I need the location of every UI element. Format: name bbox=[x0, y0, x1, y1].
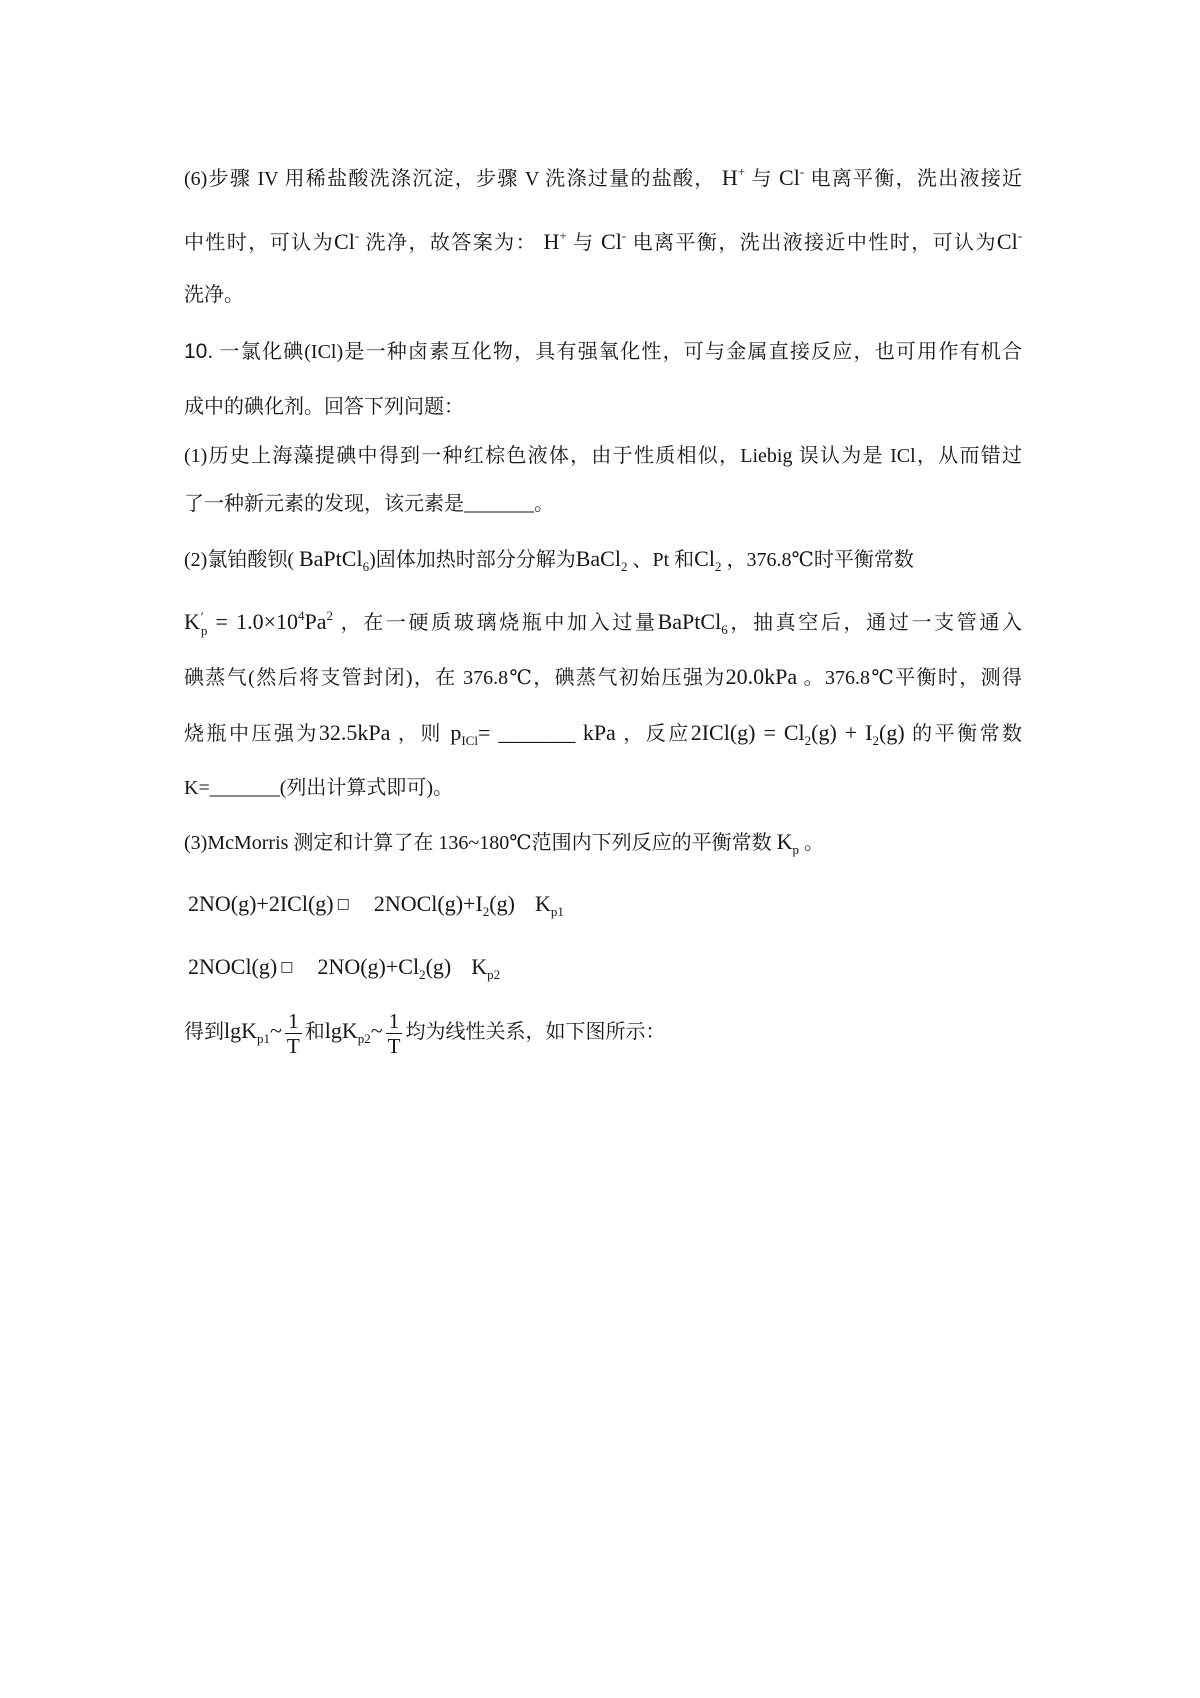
constant-symbol: K bbox=[776, 829, 793, 854]
chloride-ion bbox=[601, 229, 626, 254]
text-segment: ，在一硬质玻璃烧瓶中加入过量 bbox=[340, 612, 658, 634]
unit-text: Pa bbox=[304, 609, 327, 634]
subscript: p1 bbox=[550, 904, 564, 919]
text-segment: 与 bbox=[573, 232, 595, 254]
answer-part6-line-2 bbox=[184, 222, 1022, 262]
subscript: p1 bbox=[257, 1031, 270, 1046]
formula-text: 2ICl(g) = Cl bbox=[690, 720, 805, 745]
question-10-stem-line-1 bbox=[184, 332, 1022, 372]
subscript: ICl bbox=[461, 733, 478, 748]
log-constant-expression bbox=[224, 1018, 270, 1046]
answer-part6-line-1 bbox=[184, 158, 1022, 198]
subscript: 2 bbox=[804, 733, 812, 748]
element-symbol: Cl bbox=[996, 229, 1018, 254]
question-10-part1-line-1 bbox=[184, 436, 1022, 476]
formula-text: BaPtCl bbox=[298, 546, 363, 571]
text-segment: ，376.8℃时平衡常数 bbox=[726, 549, 914, 571]
fraction bbox=[285, 1009, 302, 1058]
question-10-part2-line-4 bbox=[184, 713, 1022, 753]
question-number: 10. bbox=[184, 340, 214, 363]
reaction-equation bbox=[690, 720, 905, 748]
answer-blank: = _______ bbox=[477, 720, 576, 745]
text-segment: (3)McMorris 测定和计算了在 136~180℃范围内下列反应的平衡常数 bbox=[184, 832, 772, 854]
subscript: p bbox=[792, 842, 800, 857]
text-segment: 了一种新元素的发现，该元素是_______。 bbox=[184, 493, 554, 515]
subscript: 6 bbox=[721, 622, 728, 637]
fraction bbox=[386, 1009, 403, 1058]
text-segment: 洗净，故答案为： bbox=[365, 232, 538, 254]
charge-superscript: + bbox=[737, 164, 746, 179]
products bbox=[317, 954, 452, 982]
equilibrium-constant-symbol bbox=[534, 891, 564, 919]
text-segment: 得到 bbox=[184, 1021, 224, 1043]
text-segment: K=_______(列出计算式即可)。 bbox=[184, 777, 454, 799]
value-text: = 1.0×10 bbox=[215, 609, 298, 634]
text-segment: (2)氯铂酸钡( bbox=[184, 549, 294, 571]
chemical-formula bbox=[298, 546, 370, 574]
reaction-2 bbox=[188, 947, 1026, 987]
text-segment: 碘蒸气(然后将支管封闭)，在 376.8℃，碘蒸气初始压强为 bbox=[184, 667, 726, 689]
text-segment: (6)步骤 IV 用稀盐酸洗涤沉淀，步骤 V 洗涤过量的盐酸， bbox=[184, 168, 716, 190]
fraction-numerator: 1 bbox=[388, 1008, 400, 1033]
chemical-formula bbox=[694, 546, 722, 574]
text-segment: ，抽真空后，通过一支管通入 bbox=[727, 612, 1022, 634]
formula-text: (g) bbox=[425, 954, 452, 979]
subscript: 2 bbox=[714, 559, 722, 574]
partial-pressure-symbol bbox=[450, 720, 478, 748]
text-segment: (1)历史上海藻提碘中得到一种红棕色液体，由于性质相似，Liebig 误认为是 ICl，从而错过 bbox=[184, 445, 1022, 467]
question-10-stem-line-2 bbox=[184, 387, 1022, 427]
fraction-denominator: T bbox=[286, 1033, 300, 1058]
text-segment: 的平衡常数 bbox=[912, 723, 1022, 745]
element-symbol: H bbox=[543, 229, 560, 254]
formula-text: BaCl bbox=[575, 546, 621, 571]
text-segment: ，则 bbox=[397, 723, 443, 745]
text-segment: 烧瓶中压强为 bbox=[184, 723, 319, 745]
chloride-ion bbox=[779, 165, 804, 190]
formula-text: 2NOCl(g)+I bbox=[373, 891, 483, 916]
question-10-part2-line-5 bbox=[184, 768, 1022, 808]
reactants: 2NOCl(g) bbox=[188, 954, 278, 979]
equilibrium-symbol: □ bbox=[336, 896, 350, 912]
reaction-1 bbox=[188, 884, 1026, 924]
products bbox=[373, 891, 515, 919]
constant-symbol: K bbox=[534, 891, 551, 916]
text-segment: 。 bbox=[804, 832, 825, 854]
text-segment: 、Pt 和 bbox=[632, 549, 695, 571]
text-segment: 中性时，可认为 bbox=[184, 232, 335, 254]
formula-text: Cl bbox=[694, 546, 715, 571]
text-segment: 成中的碘化剂。回答下列问题： bbox=[184, 396, 464, 418]
fraction-denominator: T bbox=[387, 1033, 401, 1058]
chloride-ion bbox=[997, 229, 1022, 254]
log-constant-expression bbox=[324, 1018, 371, 1046]
constant-symbol: K bbox=[184, 609, 200, 634]
text-segment: 一氯化碘(ICl)是一种卤素互化物，具有强氧化性，可与金属直接反应，也可用作有机合 bbox=[219, 341, 1022, 363]
hydrogen-ion bbox=[722, 165, 745, 190]
formula-text: BaPtCl bbox=[657, 609, 722, 634]
fraction-numerator: 1 bbox=[288, 1008, 299, 1033]
element-symbol: Cl bbox=[334, 229, 355, 254]
text-segment: 洗净。 bbox=[184, 284, 244, 306]
charge-superscript: - bbox=[621, 228, 627, 243]
exponent: 4 bbox=[298, 608, 305, 623]
text-segment: )固体加热时部分分解为 bbox=[369, 549, 576, 571]
element-symbol: H bbox=[721, 165, 738, 190]
charge-superscript: - bbox=[1017, 228, 1022, 243]
formula-text: lgK bbox=[224, 1018, 257, 1043]
pressure-value: 32.5kPa bbox=[318, 720, 391, 745]
text-segment: 电离平衡，洗出液接近 bbox=[810, 168, 1022, 190]
question-10-part2-line-1 bbox=[184, 539, 1022, 579]
equilibrium-constant-symbol bbox=[471, 954, 501, 982]
question-10-part3-line-1 bbox=[184, 822, 1022, 862]
equilibrium-symbol: □ bbox=[280, 959, 294, 975]
subscript: 2 bbox=[419, 967, 426, 982]
subscript: p bbox=[200, 623, 208, 638]
reactants: 2NO(g)+2ICl(g) bbox=[188, 891, 334, 916]
prime-mark: ′ bbox=[200, 609, 204, 624]
element-symbol: Cl bbox=[779, 165, 800, 190]
charge-superscript: + bbox=[559, 228, 567, 243]
exponent: 2 bbox=[326, 608, 333, 623]
chemical-formula bbox=[657, 609, 728, 637]
text-segment: ，反应 bbox=[623, 723, 691, 745]
hydrogen-ion bbox=[543, 229, 566, 254]
text-segment: 电离平衡，洗出液接近中性时，可认为 bbox=[632, 232, 997, 254]
tilde-symbol: ~ bbox=[270, 1018, 282, 1043]
formula-text: (g) + I bbox=[811, 720, 873, 745]
subscript: 2 bbox=[872, 733, 879, 748]
unit-text: kPa bbox=[582, 720, 616, 745]
formula-text: 2NO(g)+Cl bbox=[317, 954, 420, 979]
prime-and-subscript bbox=[201, 610, 208, 638]
tilde-symbol: ~ bbox=[370, 1018, 383, 1043]
text-segment: 均为线性关系，如下图所示： bbox=[405, 1021, 666, 1043]
formula-text: (g) bbox=[489, 891, 515, 916]
subscript: 2 bbox=[482, 904, 490, 919]
question-10-part1-line-2 bbox=[184, 484, 1022, 524]
question-10-part2-line-3 bbox=[184, 657, 1022, 697]
text-segment: 和 bbox=[304, 1021, 325, 1043]
answer-part6-line-3 bbox=[184, 275, 1022, 315]
equilibrium-constant-expression bbox=[184, 608, 333, 638]
constant-symbol: K bbox=[471, 954, 488, 979]
pressure-value: 20.0kPa bbox=[725, 664, 798, 689]
subscript: 6 bbox=[362, 559, 370, 574]
question-10-part2-line-2 bbox=[184, 602, 1022, 642]
charge-superscript: - bbox=[799, 164, 805, 179]
question-10-part3-line-2 bbox=[184, 1001, 1022, 1061]
chloride-ion bbox=[334, 229, 359, 254]
formula-text: (g) bbox=[879, 720, 905, 745]
text-segment: 与 bbox=[751, 168, 773, 190]
element-symbol: Cl bbox=[601, 229, 622, 254]
charge-superscript: - bbox=[354, 228, 360, 243]
subscript: p2 bbox=[357, 1031, 371, 1046]
formula-text: p bbox=[450, 720, 462, 745]
formula-text: lgK bbox=[324, 1018, 358, 1043]
subscript: 2 bbox=[620, 559, 628, 574]
chemical-formula bbox=[575, 546, 628, 574]
text-segment: 。376.8℃平衡时，测得 bbox=[803, 667, 1022, 689]
equilibrium-constant-symbol bbox=[776, 829, 800, 857]
subscript: p2 bbox=[487, 967, 501, 982]
